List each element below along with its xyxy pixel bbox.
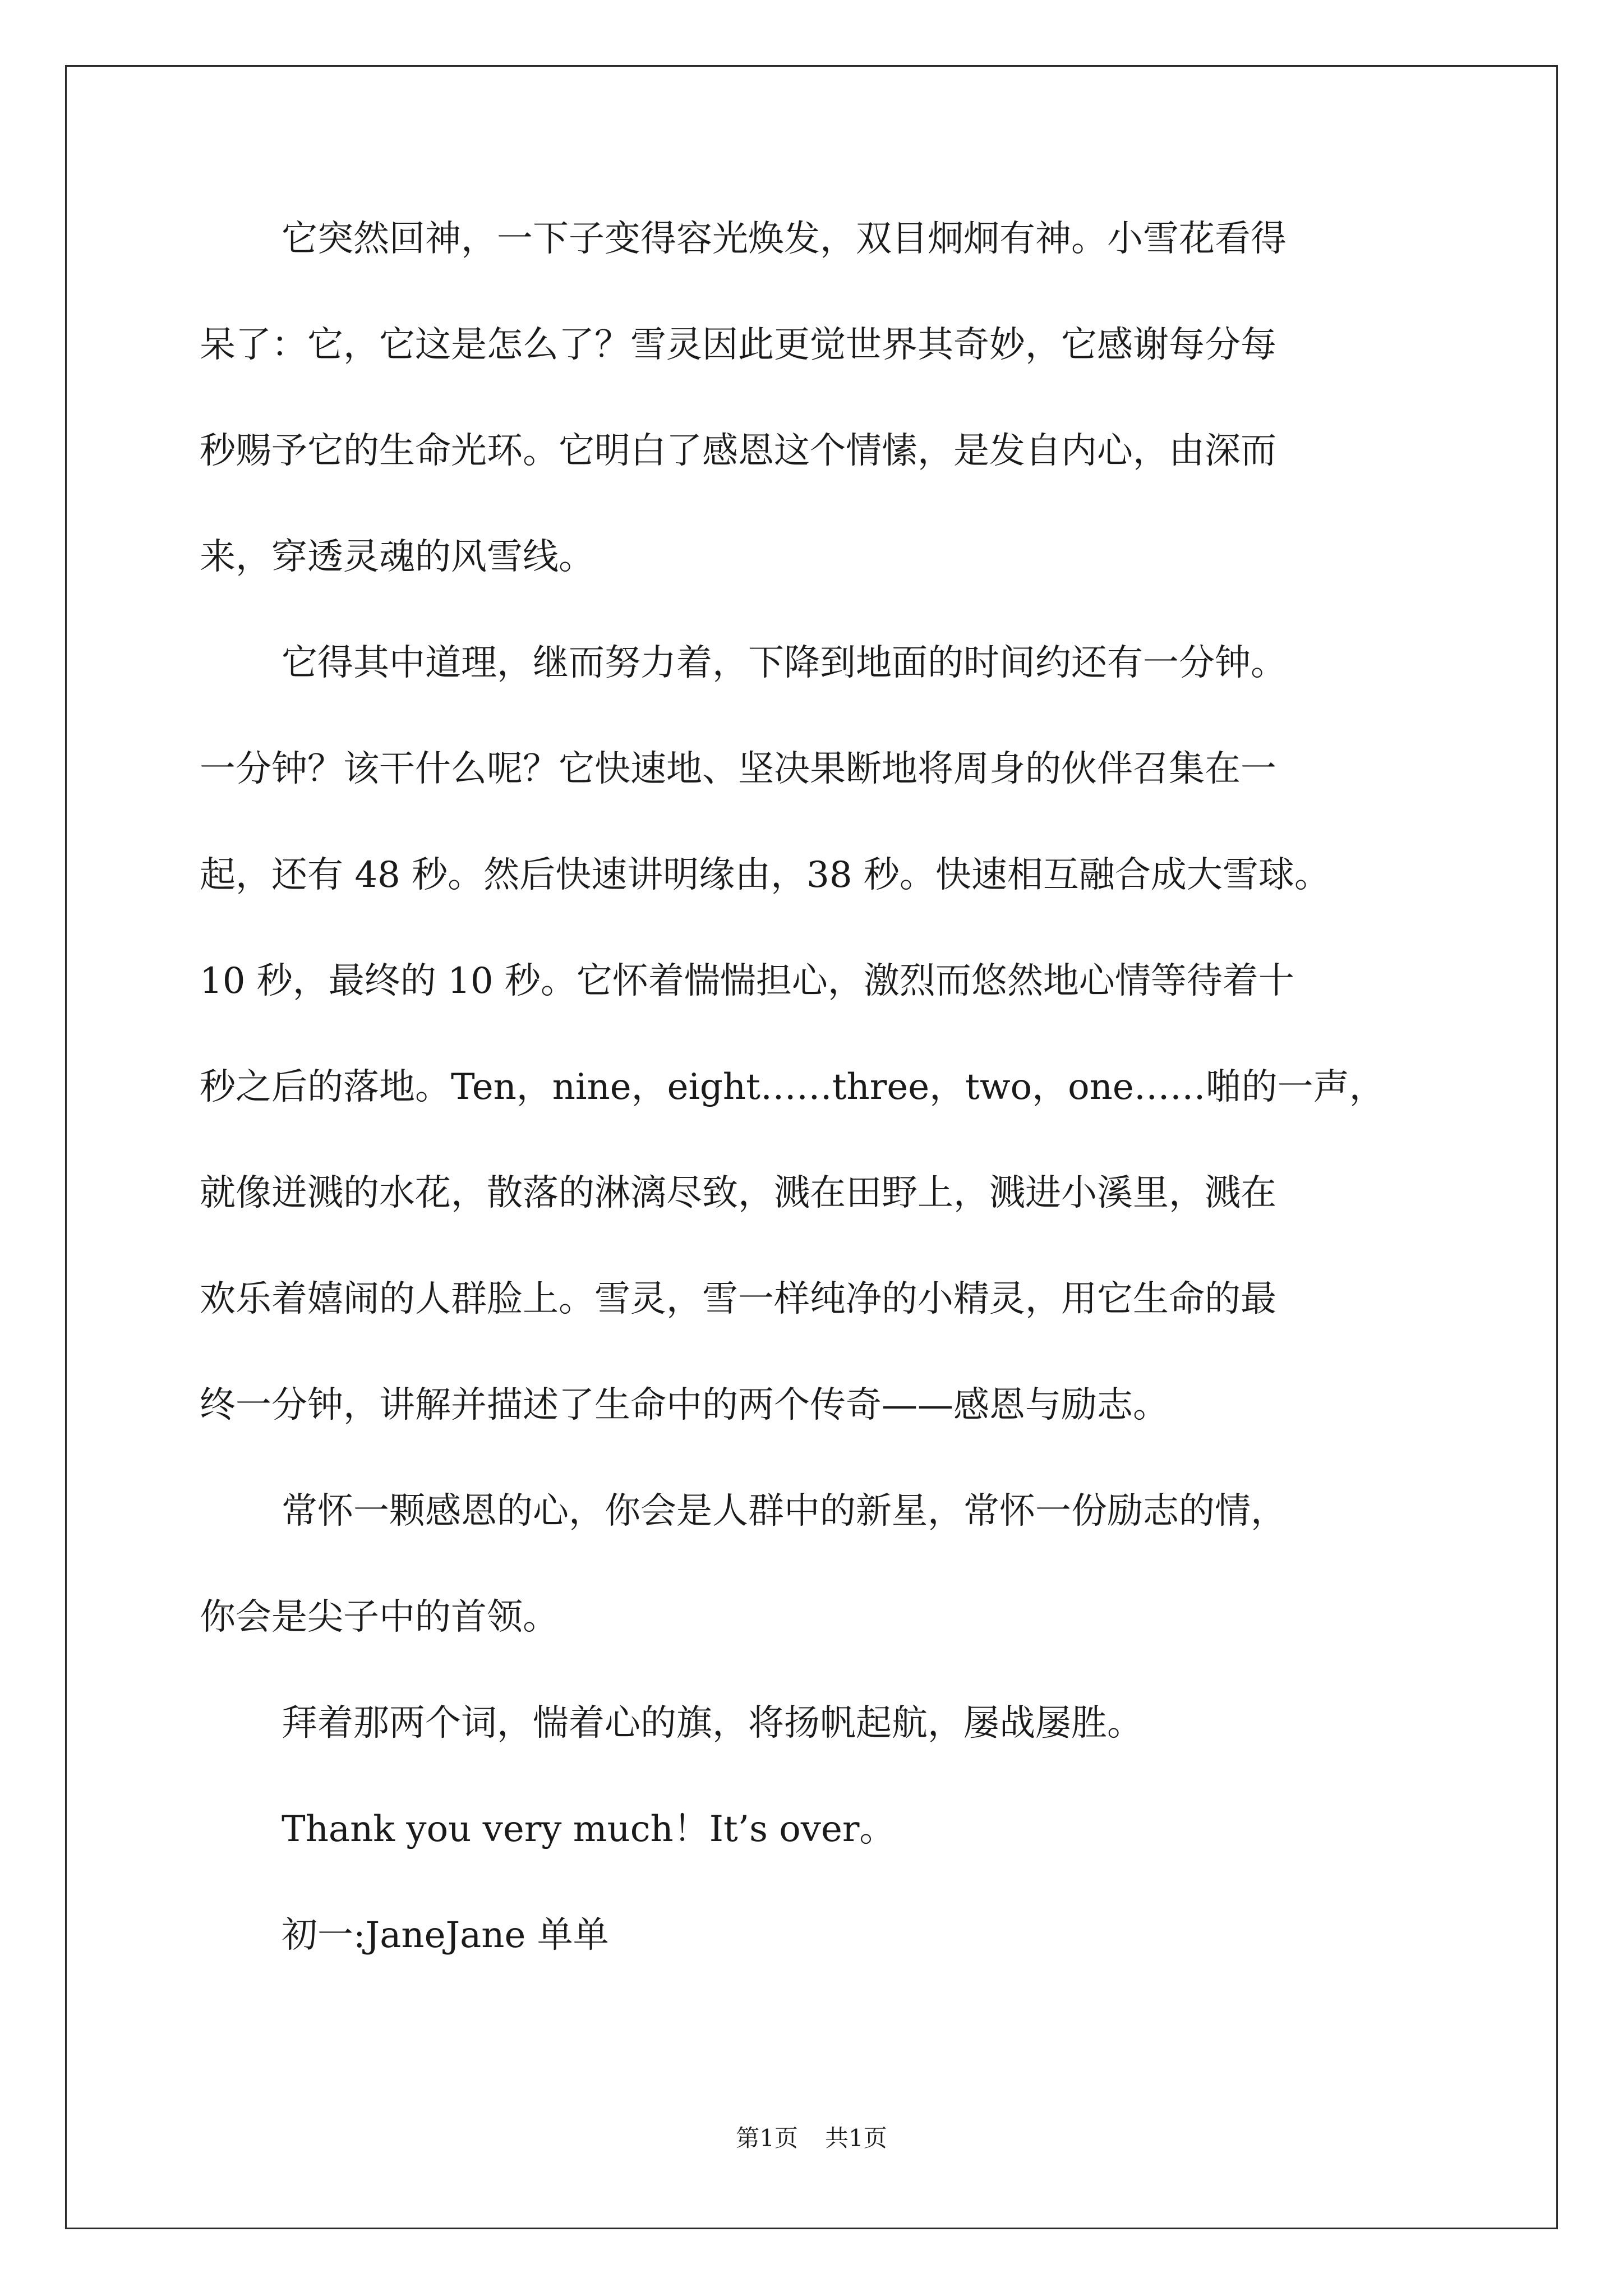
text-line: 呆了：它，它这是怎么了？雪灵因此更觉世界其奇妙，它感谢每分每	[200, 324, 1276, 366]
text-line: 常怀一颗感恩的心，你会是人群中的新星，常怀一份励志的情，	[282, 1490, 1287, 1532]
page-number-current: 第1页	[736, 2124, 798, 2152]
text-line: Thank you very much！It’s over。	[282, 1809, 896, 1850]
text-line: 拜着那两个词，惴着心的旗，将扬帆起航，屡战屡胜。	[282, 1703, 1143, 1744]
text-line: 终一分钟，讲解并描述了生命中的两个传奇——感恩与励志。	[200, 1384, 1169, 1426]
page-number-total: 共1页	[825, 2124, 887, 2152]
text-line: 欢乐着嬉闹的人群脸上。雪灵，雪一样纯净的小精灵，用它生命的最	[200, 1278, 1276, 1320]
text-line: 起，还有 48 秒。然后快速讲明缘由，38 秒。快速相互融合成大雪球。	[200, 854, 1330, 896]
text-line: 一分钟？该干什么呢？它快速地、坚决果断地将周身的伙伴召集在一	[200, 748, 1276, 790]
text-line: 它得其中道理，继而努力着，下降到地面的时间约还有一分钟。	[282, 642, 1287, 684]
text-line: 你会是尖子中的首领。	[200, 1596, 559, 1638]
text-line: 来，穿透灵魂的风雪线。	[200, 536, 594, 578]
text-line: 10 秒，最终的 10 秒。它怀着惴惴担心，激烈而悠然地心情等待着十	[200, 960, 1294, 1002]
page-border	[65, 65, 1558, 2229]
text-line: 秒赐予它的生命光环。它明白了感恩这个情愫，是发自内心，由深而	[200, 430, 1276, 472]
text-line: 秒之后的落地。Ten，nine，eight……three，two，one……啪的一声，	[200, 1066, 1385, 1108]
author-line: 初一:JaneJane 单单	[282, 1915, 609, 1956]
text-line: 它突然回神，一下子变得容光焕发，双目炯炯有神。小雪花看得	[282, 218, 1287, 260]
page-footer	[0, 2123, 1623, 2154]
text-line: 就像迸溅的水花，散落的淋漓尽致，溅在田野上，溅进小溪里，溅在	[200, 1172, 1276, 1214]
